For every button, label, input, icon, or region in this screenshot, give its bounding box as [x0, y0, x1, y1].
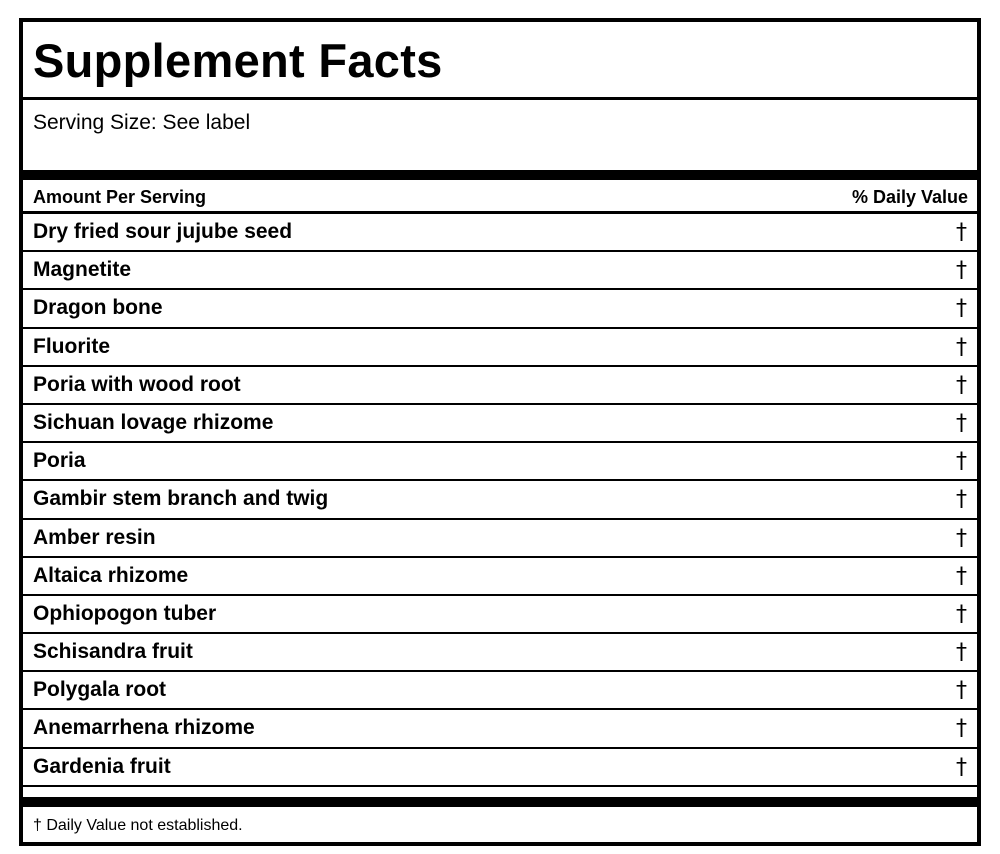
ingredient-name: Schisandra fruit [33, 640, 193, 664]
daily-value-dagger: † [956, 296, 967, 322]
panel-title: Supplement Facts [33, 34, 443, 87]
ingredient-name: Dry fried sour jujube seed [33, 220, 293, 243]
ingredient-name: Magnetite [33, 258, 132, 282]
daily-value-header: % Daily Value [851, 187, 968, 207]
ingredient-row [23, 367, 977, 405]
daily-value-dagger: † [956, 563, 967, 589]
ingredient-row [23, 481, 977, 519]
thick-divider-top [23, 170, 977, 180]
ingredient-row [23, 634, 977, 672]
daily-value-dagger: † [956, 716, 967, 742]
daily-value-dagger: † [956, 525, 967, 551]
ingredient-name: Polygala root [33, 678, 167, 702]
daily-value-dagger: † [956, 487, 967, 513]
daily-value-dagger: † [956, 449, 967, 475]
ingredient-name: Ophiopogon tuber [33, 601, 217, 625]
title-divider [23, 97, 977, 100]
supplement-facts-panel [19, 18, 981, 846]
daily-value-dagger: † [956, 410, 967, 436]
ingredient-list [23, 214, 977, 787]
ingredient-name: Fluorite [33, 334, 110, 358]
ingredient-row [23, 290, 977, 328]
ingredient-row [23, 520, 977, 558]
daily-value-dagger: † [956, 334, 967, 360]
ingredient-row [23, 749, 977, 787]
ingredient-row [23, 596, 977, 634]
serving-size: Serving Size: See label [33, 111, 251, 134]
ingredient-row [23, 710, 977, 748]
ingredient-row [23, 443, 977, 481]
daily-value-dagger: † [956, 678, 967, 704]
ingredient-name: Sichuan lovage rhizome [33, 410, 274, 434]
ingredient-row [23, 214, 977, 252]
ingredient-row [23, 672, 977, 710]
column-header-row [23, 180, 977, 214]
footnote: † Daily Value not established. [33, 817, 243, 834]
ingredient-name: Poria [33, 449, 86, 473]
ingredient-name: Gambir stem branch and twig [33, 487, 329, 511]
ingredient-row [23, 558, 977, 596]
daily-value-dagger: † [956, 754, 967, 780]
amount-per-serving-header: Amount Per Serving [33, 187, 207, 207]
ingredient-name: Altaica rhizome [33, 563, 189, 587]
daily-value-dagger: † [956, 640, 967, 666]
daily-value-dagger: † [956, 220, 967, 245]
daily-value-dagger: † [956, 372, 967, 398]
ingredient-row [23, 405, 977, 443]
ingredient-name: Amber resin [33, 525, 156, 549]
ingredient-name: Gardenia fruit [33, 754, 171, 778]
ingredient-name: Poria with wood root [33, 372, 241, 396]
daily-value-dagger: † [956, 258, 967, 284]
ingredient-name: Anemarrhena rhizome [33, 716, 255, 740]
ingredient-name: Dragon bone [33, 296, 163, 320]
ingredient-row [23, 329, 977, 367]
thick-divider-bottom [23, 797, 977, 807]
daily-value-dagger: † [956, 601, 967, 627]
ingredient-row [23, 252, 977, 290]
